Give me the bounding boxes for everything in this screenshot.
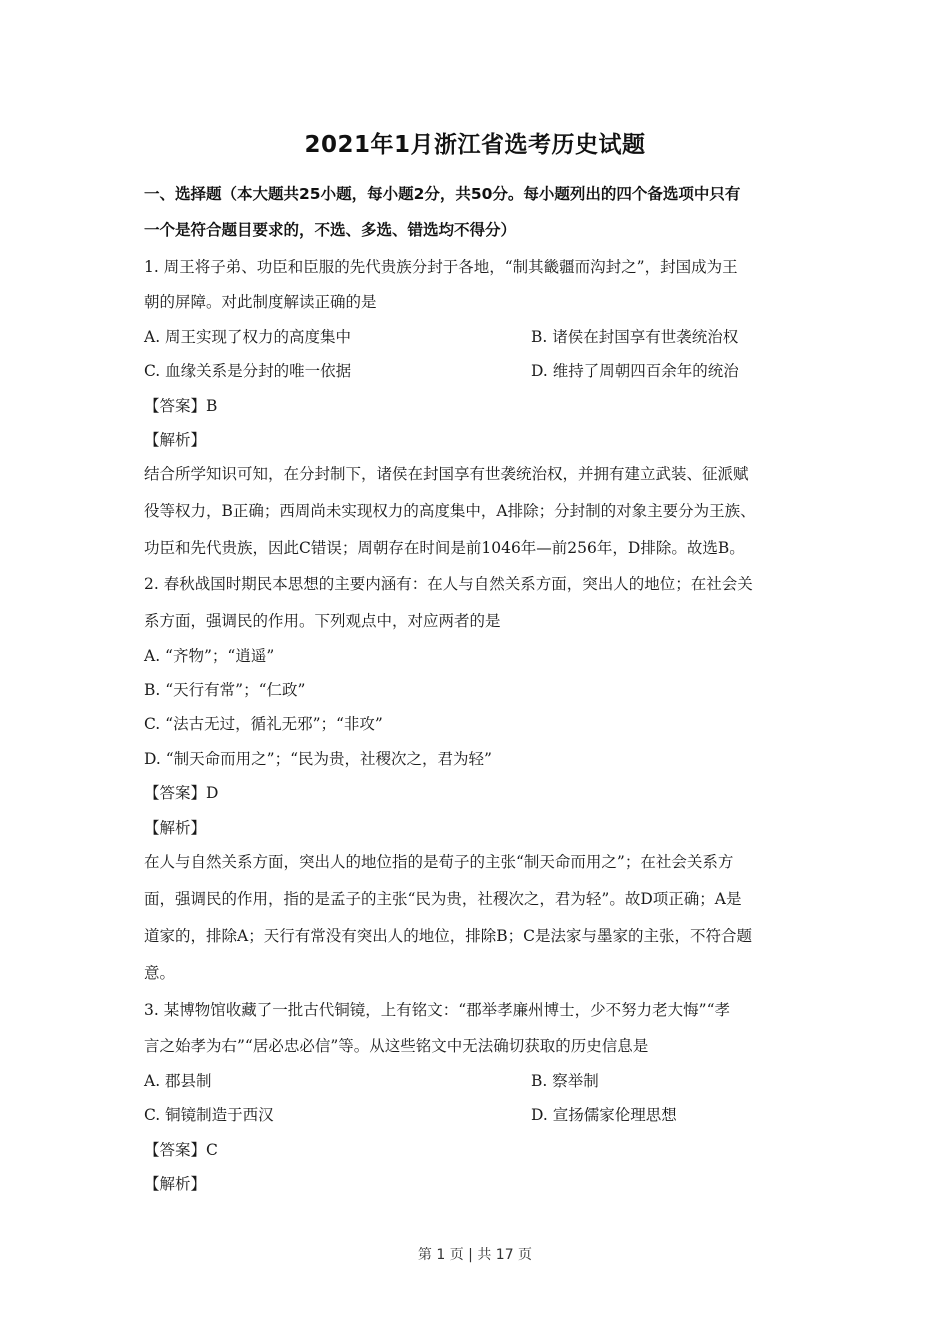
q1-analysis-label: 【解析】	[144, 431, 207, 449]
q2-analysis-line3: 道家的，排除A；天行有常没有突出人的地位，排除B；C是法家与墨家的主张，不符合题	[144, 927, 752, 945]
q2-option-b: B. “天行有常”；“仁政”	[144, 681, 306, 699]
q1-analysis-line3: 功臣和先代贵族，因此C错误；周朝存在时间是前1046年—前256年，D排除。故选B。	[144, 539, 745, 557]
q1-option-c: C. 血缘关系是分封的唯一依据	[144, 362, 352, 380]
q2-option-d: D. “制天命而用之”；“民为贵，社稷次之，君为轻”	[144, 750, 492, 768]
q2-stem-line1: 2. 春秋战国时期民本思想的主要内涵有：在人与自然关系方面，突出人的地位；在社会关	[144, 575, 753, 593]
q1-option-a: A. 周王实现了权力的高度集中	[144, 328, 352, 346]
q3-stem-line2: 言之始孝为右”“居必忠必信”等。从这些铭文中无法确切获取的历史信息是	[144, 1037, 649, 1055]
q1-option-d: D. 维持了周朝四百余年的统治	[531, 362, 739, 380]
q2-answer: 【答案】D	[144, 784, 219, 802]
q1-answer: 【答案】B	[144, 397, 218, 415]
q1-analysis-line1: 结合所学知识可知，在分封制下，诸侯在封国享有世袭统治权，并拥有建立武装、征派赋	[144, 465, 749, 483]
q1-option-b: B. 诸侯在封国享有世袭统治权	[531, 328, 739, 346]
q3-option-b: B. 察举制	[531, 1072, 599, 1090]
q1-stem-line1: 1. 周王将子弟、功臣和臣服的先代贵族分封于各地，“制其畿疆而沟封之”，封国成为王	[144, 258, 738, 276]
q1-analysis-line2: 役等权力，B正确；西周尚未实现权力的高度集中，A排除；分封制的对象主要分为王族、	[144, 502, 756, 520]
section-header-line1: 一、选择题（本大题共25小题，每小题2分，共50分。每小题列出的四个备选项中只有	[144, 185, 741, 203]
q2-analysis-line2: 面，强调民的作用，指的是孟子的主张“民为贵，社稷次之，君为轻”。故D项正确；A是	[144, 890, 742, 908]
q3-option-c: C. 铜镜制造于西汉	[144, 1106, 274, 1124]
page-footer: 第 1 页 | 共 17 页	[417, 1247, 533, 1263]
q2-stem-line2: 系方面，强调民的作用。下列观点中，对应两者的是	[144, 612, 501, 630]
q3-stem-line1: 3. 某博物馆收藏了一批古代铜镜，上有铭文：“郡举孝廉州博士，少不努力老大悔”“孝	[144, 1001, 730, 1019]
q3-analysis-label: 【解析】	[144, 1175, 207, 1193]
q3-option-d: D. 宣扬儒家伦理思想	[531, 1106, 677, 1124]
document-title: 2021年1月浙江省选考历史试题	[304, 132, 646, 158]
q2-analysis-label: 【解析】	[144, 819, 207, 837]
q2-analysis-line1: 在人与自然关系方面，突出人的地位指的是荀子的主张“制天命而用之”；在社会关系方	[144, 853, 734, 871]
q2-option-a: A. “齐物”；“逍遥”	[144, 647, 275, 665]
q2-option-c: C. “法古无过，循礼无邪”；“非攻”	[144, 715, 383, 733]
section-header-line2: 一个是符合题目要求的，不选、多选、错选均不得分）	[144, 221, 517, 239]
q2-analysis-line4: 意。	[144, 964, 176, 982]
q1-stem-line2: 朝的屏障。对此制度解读正确的是	[144, 293, 377, 311]
q3-answer: 【答案】C	[144, 1141, 218, 1159]
q3-option-a: A. 郡县制	[144, 1072, 212, 1090]
